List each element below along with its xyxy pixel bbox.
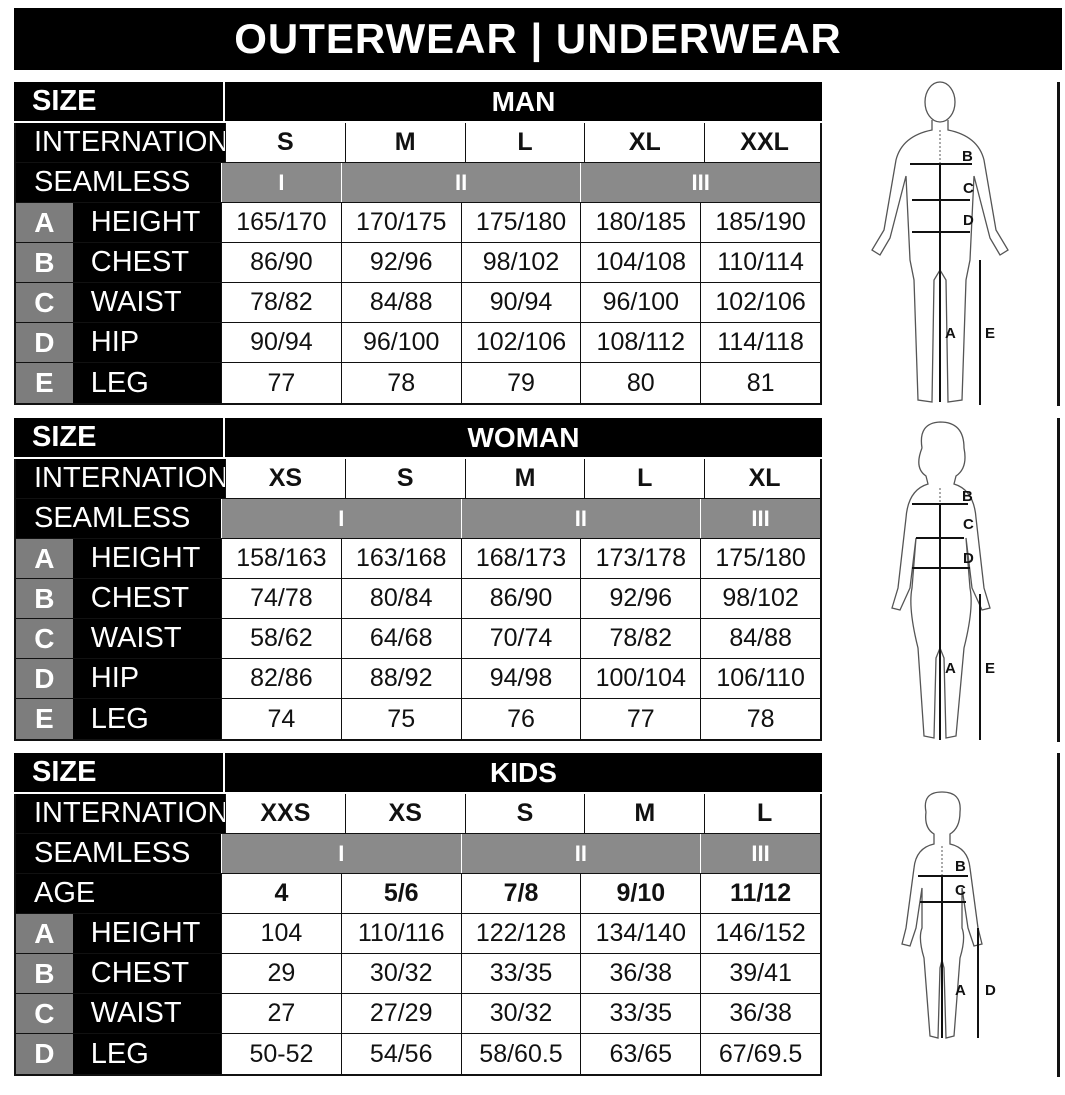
measurement-cell: 36/38	[580, 954, 700, 993]
measurement-name: HEIGHT	[73, 203, 221, 242]
measurement-cell: 90/94	[461, 283, 581, 322]
international-row	[16, 794, 820, 834]
measurement-cell: 58/62	[221, 619, 341, 658]
measurement-letter: B	[16, 954, 73, 993]
seamless-group-cell: II	[461, 499, 701, 538]
measurement-cell: 175/180	[700, 539, 820, 578]
measurement-cell: 63/65	[580, 1034, 700, 1074]
kids-figure-letter-a: A	[955, 982, 966, 999]
size-cells	[225, 123, 824, 162]
age-row	[16, 874, 820, 914]
measurement-row	[16, 619, 820, 659]
measurement-cell: 78/82	[580, 619, 700, 658]
measurement-cell: 98/102	[461, 243, 581, 282]
age-cell: 7/8	[461, 874, 581, 913]
size-cell: M	[345, 123, 465, 162]
size-header-row	[14, 418, 822, 459]
age-label: AGE	[16, 874, 221, 913]
measurement-cell: 92/96	[580, 579, 700, 618]
man-figure-letter-a: A	[945, 325, 956, 342]
divider-line	[1057, 418, 1060, 742]
international-label: INTERNATIONAL	[16, 794, 225, 833]
international-label: INTERNATIONAL	[16, 459, 225, 498]
measurement-letter: E	[16, 363, 73, 403]
measurement-cell: 88/92	[341, 659, 461, 698]
measurement-cell: 134/140	[580, 914, 700, 953]
measurement-cell: 114/118	[700, 323, 820, 362]
measurement-name: CHEST	[73, 954, 221, 993]
measurement-letter: D	[16, 1034, 73, 1074]
seamless-group-cell: I	[221, 163, 341, 202]
size-cell: XS	[225, 459, 345, 498]
size-cell: M	[465, 459, 585, 498]
measurement-cell: 82/86	[221, 659, 341, 698]
seamless-group-cell: III	[700, 499, 820, 538]
measurement-cell: 78	[341, 363, 461, 403]
seamless-group-cell: III	[700, 834, 820, 873]
measurement-cell: 36/38	[700, 994, 820, 1033]
measurement-row	[16, 1034, 820, 1074]
measurement-cell: 165/170	[221, 203, 341, 242]
size-cell: M	[584, 794, 704, 833]
measurement-cell: 173/178	[580, 539, 700, 578]
measurement-cell: 185/190	[700, 203, 820, 242]
measurement-cell: 110/114	[700, 243, 820, 282]
measurement-row	[16, 954, 820, 994]
size-cells	[225, 794, 824, 833]
size-label: SIZE	[14, 753, 223, 792]
measurement-cell: 175/180	[461, 203, 581, 242]
seamless-group-cell: I	[221, 834, 461, 873]
measurement-cell: 86/90	[461, 579, 581, 618]
measurement-cell: 30/32	[341, 954, 461, 993]
seamless-group-cell: III	[580, 163, 820, 202]
measurement-cells	[221, 243, 820, 282]
measurement-row	[16, 699, 820, 739]
measurement-name: HIP	[73, 659, 221, 698]
measurement-name: WAIST	[73, 994, 221, 1033]
size-header-row	[14, 753, 822, 794]
measurement-letter: D	[16, 659, 73, 698]
measurement-cell: 33/35	[461, 954, 581, 993]
measurement-row	[16, 363, 820, 403]
measurement-name: WAIST	[73, 283, 221, 322]
measurement-cell: 58/60.5	[461, 1034, 581, 1074]
woman-table-body	[14, 459, 822, 741]
size-cell: XS	[345, 794, 465, 833]
measurement-cell: 27	[221, 994, 341, 1033]
kids-figure-letter-c: C	[955, 882, 966, 899]
measurement-cell: 106/110	[700, 659, 820, 698]
measurement-cell: 98/102	[700, 579, 820, 618]
measurement-cell: 33/35	[580, 994, 700, 1033]
man-figure-letter-c: C	[963, 180, 974, 197]
measurement-name: LEG	[73, 363, 221, 403]
measurement-name: HEIGHT	[73, 539, 221, 578]
size-cell: S	[225, 123, 345, 162]
age-cell: 11/12	[700, 874, 820, 913]
seamless-group-cell: I	[221, 499, 461, 538]
seamless-cells	[221, 499, 820, 538]
measurement-name: CHEST	[73, 243, 221, 282]
measurement-cell: 74/78	[221, 579, 341, 618]
woman-figure-letter-d: D	[963, 550, 974, 567]
measurement-cells	[221, 699, 820, 739]
measurement-cell: 74	[221, 699, 341, 739]
measurement-cell: 78	[700, 699, 820, 739]
size-cell: L	[704, 794, 824, 833]
measurement-letter: C	[16, 994, 73, 1033]
page-title: OUTERWEAR | UNDERWEAR	[14, 8, 1062, 70]
measurement-cells	[221, 994, 820, 1033]
size-label: SIZE	[14, 418, 223, 457]
measurement-cell: 146/152	[700, 914, 820, 953]
kids-table-body	[14, 794, 822, 1076]
measurement-name: HEIGHT	[73, 914, 221, 953]
woman-figure-illustration	[882, 418, 1012, 743]
measurement-cell: 90/94	[221, 323, 341, 362]
seamless-label: SEAMLESS	[16, 163, 221, 202]
seamless-group-cell: II	[341, 163, 581, 202]
measurement-row	[16, 283, 820, 323]
woman-figure-letter-c: C	[963, 516, 974, 533]
measurement-cells	[221, 363, 820, 403]
measurement-cell: 104	[221, 914, 341, 953]
size-header-row	[14, 82, 822, 123]
divider-line	[1057, 82, 1060, 406]
measurement-cells	[221, 914, 820, 953]
measurement-cell: 102/106	[461, 323, 581, 362]
measurement-row	[16, 659, 820, 699]
measurement-cells	[221, 619, 820, 658]
seamless-row	[16, 499, 820, 539]
measurement-name: LEG	[73, 699, 221, 739]
measurement-row	[16, 323, 820, 363]
kids-figure-letter-b: B	[955, 858, 966, 875]
measurement-cell: 70/74	[461, 619, 581, 658]
measurement-cell: 39/41	[700, 954, 820, 993]
measurement-letter: E	[16, 699, 73, 739]
measurement-cell: 50-52	[221, 1034, 341, 1074]
woman-figure-letter-a: A	[945, 660, 956, 677]
measurement-cell: 96/100	[580, 283, 700, 322]
measurement-cell: 30/32	[461, 994, 581, 1033]
measurement-cell: 108/112	[580, 323, 700, 362]
measurement-row	[16, 203, 820, 243]
measurement-cells	[221, 203, 820, 242]
measurement-cell: 76	[461, 699, 581, 739]
measurement-cell: 75	[341, 699, 461, 739]
measurement-letter: C	[16, 283, 73, 322]
size-cell: XXS	[225, 794, 345, 833]
measurement-cell: 84/88	[700, 619, 820, 658]
measurement-cell: 122/128	[461, 914, 581, 953]
age-cell: 5/6	[341, 874, 461, 913]
measurement-cell: 168/173	[461, 539, 581, 578]
measurement-cells	[221, 1034, 820, 1074]
woman-figure-letter-e: E	[985, 660, 996, 677]
measurement-cell: 29	[221, 954, 341, 993]
size-cell: XL	[584, 123, 704, 162]
size-label: SIZE	[14, 82, 223, 121]
measurement-cell: 54/56	[341, 1034, 461, 1074]
measurement-cell: 163/168	[341, 539, 461, 578]
measurement-cells	[221, 539, 820, 578]
man-figure-letter-d: D	[963, 212, 974, 229]
measurement-letter: A	[16, 203, 73, 242]
measurement-cell: 84/88	[341, 283, 461, 322]
age-cell: 4	[221, 874, 341, 913]
measurement-cell: 100/104	[580, 659, 700, 698]
measurement-cell: 92/96	[341, 243, 461, 282]
measurement-row	[16, 914, 820, 954]
measurement-cell: 79	[461, 363, 581, 403]
measurement-cell: 80	[580, 363, 700, 403]
size-cells	[225, 459, 824, 498]
size-cell: XXL	[704, 123, 824, 162]
measurement-cells	[221, 579, 820, 618]
measurement-cells	[221, 954, 820, 993]
size-cell: S	[465, 794, 585, 833]
measurement-cell: 86/90	[221, 243, 341, 282]
international-row	[16, 459, 820, 499]
divider-line	[1057, 753, 1060, 1077]
measurement-letter: D	[16, 323, 73, 362]
measurement-cell: 77	[580, 699, 700, 739]
woman-figure-letter-b: B	[962, 488, 973, 505]
measurement-letter: A	[16, 914, 73, 953]
measurement-letter: B	[16, 579, 73, 618]
measurement-cell: 94/98	[461, 659, 581, 698]
measurement-cell: 110/116	[341, 914, 461, 953]
measurement-cells	[221, 323, 820, 362]
size-cell: XL	[704, 459, 824, 498]
kids-figure-illustration	[896, 788, 996, 1043]
measurement-cell: 104/108	[580, 243, 700, 282]
age-cell: 9/10	[580, 874, 700, 913]
seamless-cells	[221, 163, 820, 202]
measurement-cell: 96/100	[341, 323, 461, 362]
measurement-row	[16, 579, 820, 619]
woman-size-table	[14, 418, 822, 741]
measurement-cells	[221, 283, 820, 322]
measurement-cell: 158/163	[221, 539, 341, 578]
seamless-cells	[221, 834, 820, 873]
measurement-letter: B	[16, 243, 73, 282]
measurement-cell: 64/68	[341, 619, 461, 658]
measurement-cell: 180/185	[580, 203, 700, 242]
man-heading: MAN	[223, 82, 822, 121]
measurement-cell: 67/69.5	[700, 1034, 820, 1074]
measurement-cell: 170/175	[341, 203, 461, 242]
measurement-cell: 77	[221, 363, 341, 403]
size-cell: L	[465, 123, 585, 162]
man-table-body	[14, 123, 822, 405]
international-label: INTERNATIONAL	[16, 123, 225, 162]
measurement-cell: 78/82	[221, 283, 341, 322]
man-size-table	[14, 82, 822, 405]
measurement-letter: A	[16, 539, 73, 578]
seamless-group-cell: II	[461, 834, 701, 873]
man-figure-letter-b: B	[962, 148, 973, 165]
international-row	[16, 123, 820, 163]
measurement-name: CHEST	[73, 579, 221, 618]
measurement-row	[16, 539, 820, 579]
seamless-label: SEAMLESS	[16, 834, 221, 873]
size-cell: S	[345, 459, 465, 498]
kids-size-table	[14, 753, 822, 1076]
measurement-cells	[221, 659, 820, 698]
kids-figure-letter-d: D	[985, 982, 996, 999]
measurement-cell: 80/84	[341, 579, 461, 618]
size-cell: L	[584, 459, 704, 498]
measurement-row	[16, 994, 820, 1034]
measurement-row	[16, 243, 820, 283]
seamless-row	[16, 163, 820, 203]
seamless-row	[16, 834, 820, 874]
age-cells	[221, 874, 820, 913]
woman-heading: WOMAN	[223, 418, 822, 457]
measurement-cell: 81	[700, 363, 820, 403]
measurement-cell: 102/106	[700, 283, 820, 322]
measurement-name: WAIST	[73, 619, 221, 658]
kids-heading: KIDS	[223, 753, 822, 792]
seamless-label: SEAMLESS	[16, 499, 221, 538]
measurement-cell: 27/29	[341, 994, 461, 1033]
measurement-name: LEG	[73, 1034, 221, 1074]
measurement-name: HIP	[73, 323, 221, 362]
man-figure-letter-e: E	[985, 325, 996, 342]
man-figure-illustration	[862, 80, 1022, 410]
measurement-letter: C	[16, 619, 73, 658]
